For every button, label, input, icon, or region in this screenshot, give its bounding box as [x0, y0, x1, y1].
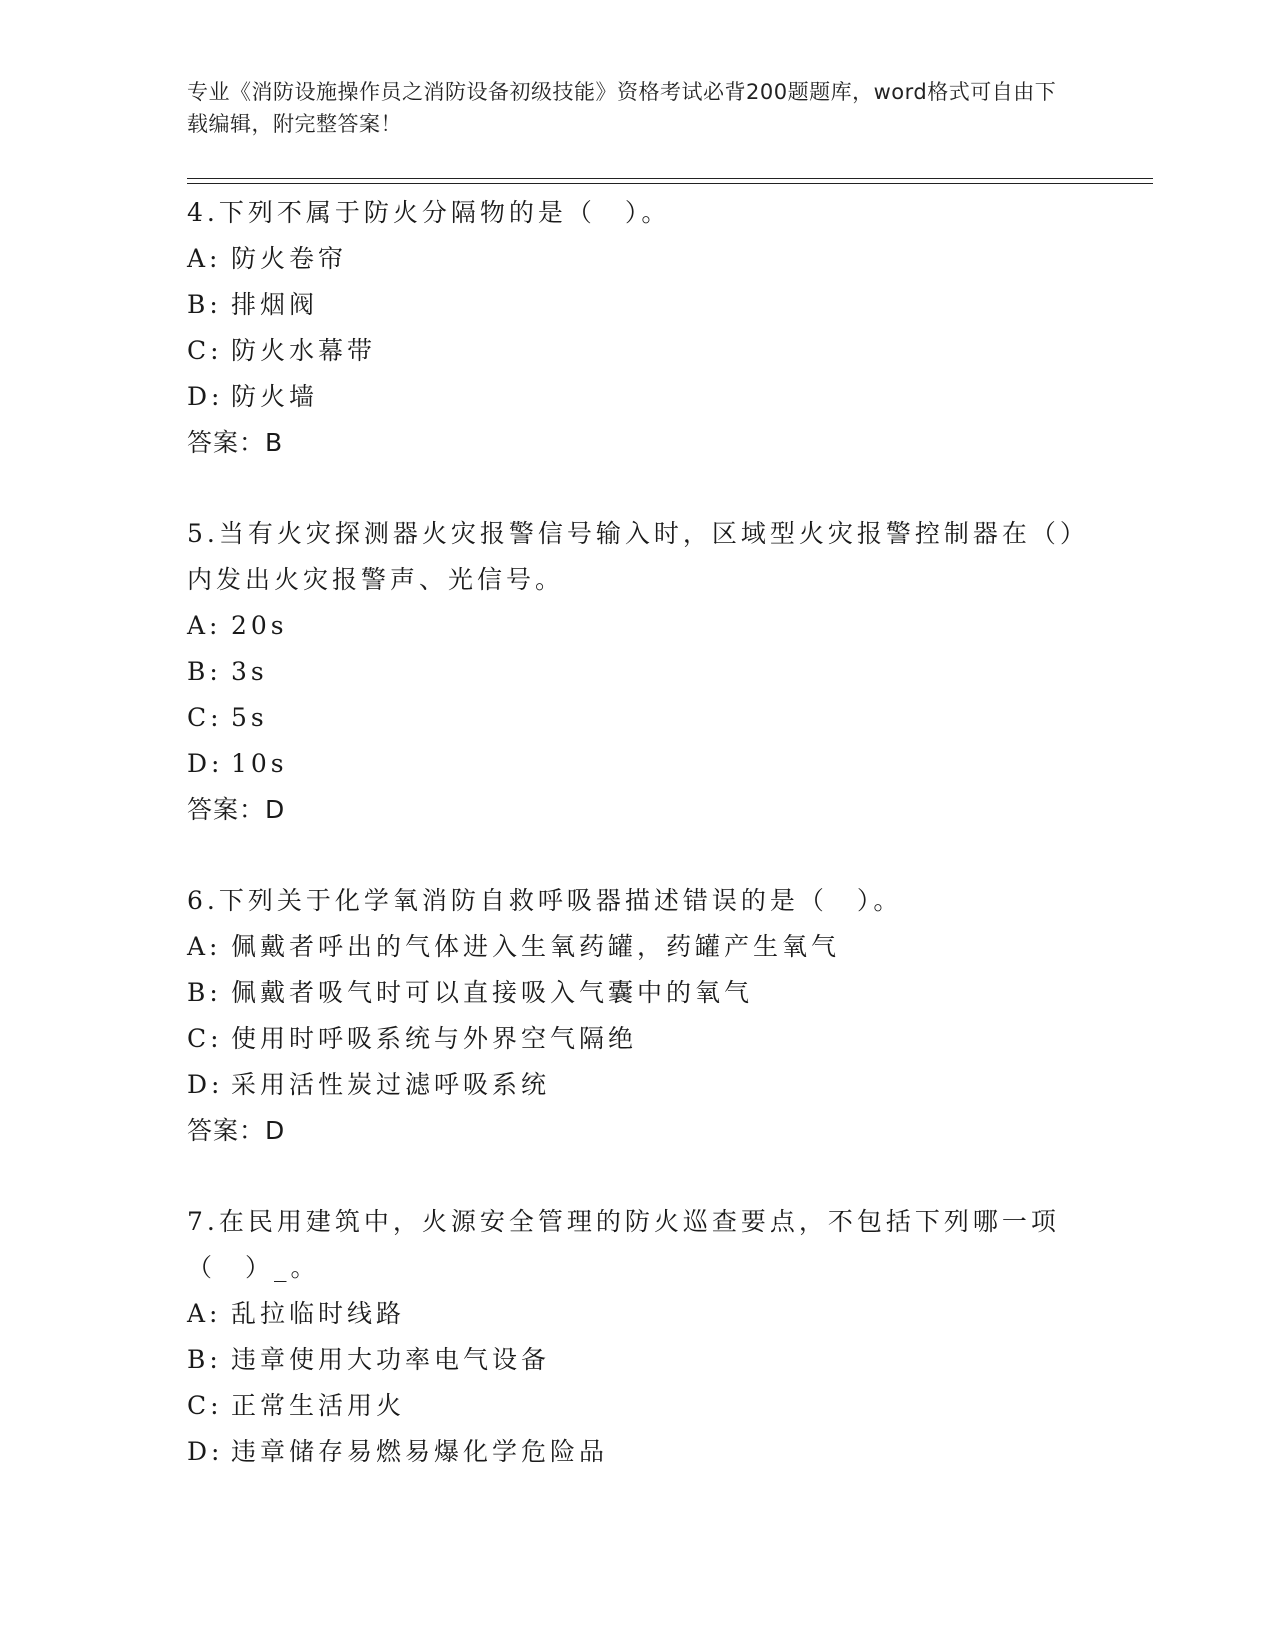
option-text: 20s	[231, 611, 288, 640]
option-text: 佩戴者呼出的气体进入生氧药罐，药罐产生氧气	[231, 932, 841, 961]
option-text: 5s	[231, 703, 268, 732]
question-item	[187, 1199, 1087, 1475]
option-key: B:	[187, 1345, 222, 1374]
question-stem: 5.当有火灾探测器火灾报警信号输入时，区域型火灾报警控制器在（）内发出火灾报警声、光信号。	[187, 519, 1077, 594]
question-option	[187, 1383, 1087, 1429]
header-divider-top	[187, 178, 1153, 179]
option-text: 排烟阀	[231, 290, 319, 319]
option-text: 防火墙	[231, 382, 319, 411]
question-spacer	[187, 1154, 1087, 1199]
document-intro: 专业《消防设施操作员之消防设备初级技能》资格考试必背200题题库，word格式可自由下载编辑，附完整答案！	[187, 80, 1057, 136]
option-key: B:	[187, 290, 222, 319]
option-key: C:	[187, 1391, 223, 1420]
question-option	[187, 1291, 1087, 1337]
question-option	[187, 1337, 1087, 1383]
question-option	[187, 649, 1087, 695]
option-key: A:	[187, 1299, 222, 1328]
question-option	[187, 1429, 1087, 1475]
question-option	[187, 282, 1087, 328]
option-key: B:	[187, 657, 222, 686]
option-text: 防火卷帘	[231, 244, 348, 273]
option-text: 10s	[231, 749, 288, 778]
question-answer: 答案：D	[187, 795, 286, 824]
question-option	[187, 1062, 1087, 1108]
question-option	[187, 970, 1087, 1016]
question-option	[187, 1016, 1087, 1062]
option-text: 正常生活用火	[231, 1391, 406, 1420]
question-option	[187, 695, 1087, 741]
question-item	[187, 190, 1087, 466]
option-key: D:	[187, 1437, 224, 1466]
question-stem: 4.下列不属于防火分隔物的是（ ）。	[187, 198, 671, 227]
option-key: D:	[187, 749, 224, 778]
option-key: D:	[187, 382, 224, 411]
option-key: C:	[187, 703, 223, 732]
question-option	[187, 924, 1087, 970]
option-key: B:	[187, 978, 222, 1007]
option-key: A:	[187, 611, 222, 640]
option-text: 防火水幕带	[231, 336, 377, 365]
question-spacer	[187, 466, 1087, 511]
question-answer: 答案：B	[187, 428, 284, 457]
question-spacer	[187, 833, 1087, 878]
option-text: 采用活性炭过滤呼吸系统	[231, 1070, 551, 1099]
option-key: A:	[187, 244, 222, 273]
option-text: 佩戴者吸气时可以直接吸入气囊中的氧气	[231, 978, 754, 1007]
option-key: D:	[187, 1070, 224, 1099]
question-list	[187, 190, 1087, 1475]
question-answer: 答案：D	[187, 1116, 286, 1145]
question-option	[187, 236, 1087, 282]
question-stem: 6.下列关于化学氧消防自救呼吸器描述错误的是（ ）。	[187, 886, 903, 915]
question-option	[187, 603, 1087, 649]
question-item	[187, 878, 1087, 1154]
option-text: 乱拉临时线路	[231, 1299, 406, 1328]
option-key: C:	[187, 336, 223, 365]
option-text: 3s	[231, 657, 268, 686]
option-key: A:	[187, 932, 222, 961]
question-option	[187, 374, 1087, 420]
option-text: 违章储存易燃易爆化学危险品	[231, 1437, 609, 1466]
question-stem: 7.在民用建筑中，火源安全管理的防火巡查要点，不包括下列哪一项（ ）_。	[187, 1207, 1060, 1282]
option-key: C:	[187, 1024, 223, 1053]
question-option	[187, 741, 1087, 787]
question-item	[187, 511, 1087, 833]
question-option	[187, 328, 1087, 374]
option-text: 使用时呼吸系统与外界空气隔绝	[231, 1024, 638, 1053]
option-text: 违章使用大功率电气设备	[231, 1345, 551, 1374]
header-divider-bottom	[187, 183, 1153, 184]
